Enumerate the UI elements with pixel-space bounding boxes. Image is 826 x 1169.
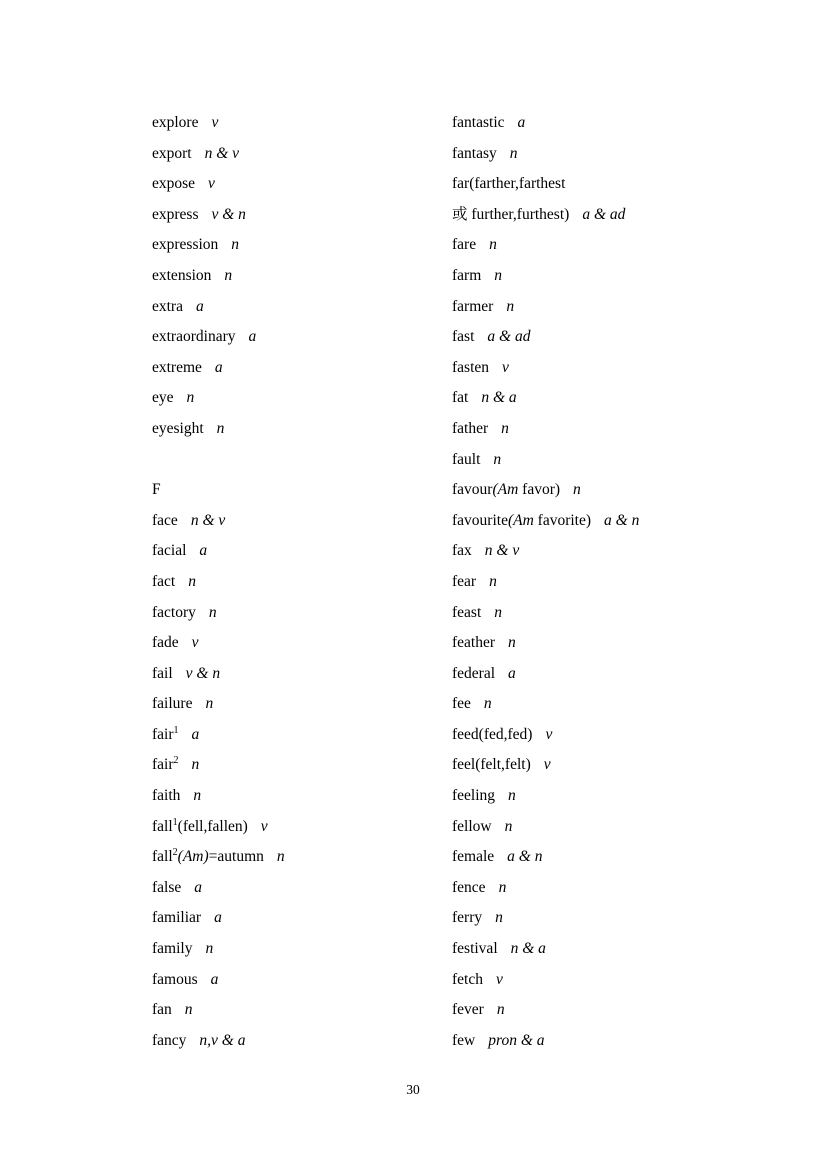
dictionary-entry xyxy=(452,842,692,873)
entry-word: favourite xyxy=(452,511,508,529)
dictionary-entry xyxy=(452,322,692,353)
entry-word: familiar xyxy=(152,909,202,927)
dictionary-entry xyxy=(152,139,452,170)
dictionary-entry xyxy=(452,659,692,690)
dictionary-entry xyxy=(452,475,692,506)
entry-word: eye xyxy=(152,389,174,407)
entry-word: extreme xyxy=(152,358,202,376)
dictionary-entry xyxy=(152,934,452,965)
dictionary-entry xyxy=(452,1026,692,1057)
entry-word: far(farther,farthest xyxy=(452,175,566,193)
entry-suffix: (fell,fallen) xyxy=(177,817,248,835)
entry-word: export xyxy=(152,144,192,162)
entry-word: expression xyxy=(152,236,219,254)
entry-word: factory xyxy=(152,603,196,621)
entry-word: fall xyxy=(152,848,173,866)
dictionary-entry xyxy=(452,445,692,476)
entry-part-of-speech: a & n xyxy=(604,511,640,529)
entry-word: feed(fed,fed) xyxy=(452,725,533,743)
dictionary-entry xyxy=(152,842,452,873)
entry-part-of-speech: a & ad xyxy=(487,328,531,346)
entry-part-of-speech: a xyxy=(214,909,222,927)
dictionary-entry xyxy=(152,414,452,445)
entry-part-of-speech: n xyxy=(496,1001,505,1019)
entry-superscript: 2 xyxy=(173,755,179,767)
dictionary-entry xyxy=(452,781,692,812)
dictionary-entry xyxy=(152,873,452,904)
entry-part-of-speech: v & n xyxy=(185,664,221,682)
entry-word: female xyxy=(452,848,495,866)
entry-word: express xyxy=(152,205,199,223)
dictionary-entry xyxy=(452,812,692,843)
entry-variant-marker: (Am xyxy=(492,481,519,499)
dictionary-entry xyxy=(452,139,692,170)
dictionary-entry xyxy=(452,567,692,598)
entry-part-of-speech: v xyxy=(545,725,553,743)
entry-part-of-speech: a xyxy=(210,970,219,988)
dictionary-entry xyxy=(152,506,452,537)
dictionary-entry xyxy=(152,567,452,598)
entry-word: farmer xyxy=(452,297,494,315)
entry-word: fact xyxy=(152,572,176,590)
entry-variant-marker: (Am) xyxy=(177,848,209,866)
entry-word: favour xyxy=(452,481,493,499)
dictionary-entry xyxy=(152,965,452,996)
entry-suffix: favor) xyxy=(518,481,561,499)
entry-superscript: 1 xyxy=(172,816,178,828)
entry-part-of-speech: n & a xyxy=(510,940,546,958)
letter-heading: F xyxy=(152,481,161,499)
entry-part-of-speech: v xyxy=(502,358,509,376)
dictionary-entry xyxy=(152,322,452,353)
entry-part-of-speech: n,v & a xyxy=(199,1031,246,1049)
entry-word: fare xyxy=(452,236,477,254)
entry-part-of-speech: v xyxy=(260,817,268,835)
dictionary-entry xyxy=(152,1026,452,1057)
entry-part-of-speech: n xyxy=(495,909,503,927)
dictionary-entry xyxy=(152,169,452,200)
entry-word: fall xyxy=(152,817,173,835)
entry-word: festival xyxy=(452,940,498,958)
dictionary-entry xyxy=(152,292,452,323)
dictionary-entry xyxy=(152,261,452,292)
entry-part-of-speech: n xyxy=(186,389,195,407)
entry-word: extra xyxy=(152,297,183,315)
dictionary-entry xyxy=(152,781,452,812)
entry-part-of-speech: a & ad xyxy=(582,205,626,223)
dictionary-entry xyxy=(152,383,452,414)
entry-part-of-speech: a xyxy=(191,725,200,743)
entry-word: eyesight xyxy=(152,419,204,437)
dictionary-entry xyxy=(452,995,692,1026)
entry-word: feather xyxy=(452,634,496,652)
entry-part-of-speech: v xyxy=(208,175,215,193)
entry-part-of-speech: n xyxy=(493,450,502,468)
entry-word: false xyxy=(152,878,182,896)
entry-part-of-speech: n & v xyxy=(484,542,520,560)
entry-part-of-speech: n xyxy=(208,603,217,621)
entry-part-of-speech: n xyxy=(193,787,202,805)
word-list-columns xyxy=(152,108,692,1056)
dictionary-entry xyxy=(452,873,692,904)
dictionary-entry xyxy=(152,536,452,567)
entry-word: family xyxy=(152,940,193,958)
entry-word: expose xyxy=(152,175,196,193)
entry-part-of-speech: v xyxy=(211,114,219,131)
entry-part-of-speech: n xyxy=(498,878,507,896)
dictionary-entry xyxy=(152,108,452,139)
entry-word: fever xyxy=(452,1001,484,1019)
entry-part-of-speech: n xyxy=(508,787,516,805)
entry-word: failure xyxy=(152,695,193,713)
dictionary-entry xyxy=(452,965,692,996)
entry-superscript: 1 xyxy=(173,724,179,736)
entry-part-of-speech: a xyxy=(248,328,257,346)
dictionary-entry xyxy=(452,108,692,139)
dictionary-entry xyxy=(452,598,692,629)
entry-word: fair xyxy=(152,725,174,743)
entry-word: fasten xyxy=(452,358,490,376)
entry-part-of-speech: n xyxy=(276,848,285,866)
entry-superscript: 2 xyxy=(172,847,178,859)
dictionary-entry xyxy=(452,200,692,231)
dictionary-entry xyxy=(152,750,452,781)
entry-part-of-speech: n xyxy=(191,756,200,774)
entry-part-of-speech: n & a xyxy=(481,389,517,407)
entry-part-of-speech: n xyxy=(224,266,233,284)
entry-part-of-speech: n xyxy=(504,817,513,835)
entry-word: fan xyxy=(152,1001,172,1019)
entry-part-of-speech: n xyxy=(573,481,581,499)
dictionary-entry xyxy=(452,934,692,965)
entry-word: facial xyxy=(152,542,187,560)
entry-part-of-speech: a & n xyxy=(507,848,543,866)
dictionary-entry xyxy=(452,230,692,261)
entry-part-of-speech: a xyxy=(194,878,203,896)
entry-part-of-speech: n xyxy=(184,1001,193,1019)
dictionary-entry xyxy=(152,903,452,934)
entry-word: face xyxy=(152,511,178,529)
entry-word: fat xyxy=(452,389,469,407)
entry-word: famous xyxy=(152,970,198,988)
entry-word: ferry xyxy=(452,909,483,927)
entry-word: feast xyxy=(452,603,482,621)
entry-part-of-speech: n xyxy=(494,266,503,284)
entry-variant-marker: (Am xyxy=(507,511,534,529)
dictionary-entry xyxy=(452,628,692,659)
entry-word: fence xyxy=(452,878,486,896)
entry-word: extraordinary xyxy=(152,328,236,346)
entry-word: father xyxy=(452,419,489,437)
word-list-left-column xyxy=(152,108,452,1056)
entry-word: fear xyxy=(452,572,477,590)
entry-part-of-speech: n & v xyxy=(190,511,226,529)
spacer xyxy=(152,445,452,476)
dictionary-entry xyxy=(452,750,692,781)
entry-part-of-speech: v xyxy=(543,756,551,774)
entry-part-of-speech: a xyxy=(517,114,526,131)
entry-word: extension xyxy=(152,266,212,284)
entry-word: faith xyxy=(152,787,181,805)
entry-part-of-speech: v xyxy=(495,970,503,988)
dictionary-entry xyxy=(452,720,692,751)
dictionary-entry xyxy=(152,598,452,629)
entry-part-of-speech: n xyxy=(205,695,214,713)
dictionary-entry xyxy=(152,995,452,1026)
entry-part-of-speech: n xyxy=(216,419,225,437)
dictionary-entry xyxy=(452,383,692,414)
entry-word: fetch xyxy=(452,970,483,988)
dictionary-entry xyxy=(152,659,452,690)
entry-part-of-speech: a xyxy=(199,542,208,560)
entry-part-of-speech: v & n xyxy=(211,205,246,223)
entry-part-of-speech: n xyxy=(494,603,503,621)
dictionary-entry xyxy=(152,353,452,384)
entry-part-of-speech: n xyxy=(483,695,492,713)
entry-part-of-speech: n xyxy=(188,572,196,590)
dictionary-entry xyxy=(452,903,692,934)
entry-part-of-speech: n xyxy=(509,144,518,162)
entry-word: fantastic xyxy=(452,114,505,131)
entry-word: fail xyxy=(152,664,173,682)
page-number: 30 xyxy=(406,1082,420,1097)
entry-part-of-speech: pron & a xyxy=(488,1031,545,1049)
entry-part-of-speech: n xyxy=(506,297,515,315)
entry-word: fax xyxy=(452,542,472,560)
dictionary-entry xyxy=(152,628,452,659)
entry-word: few xyxy=(452,1031,476,1049)
entry-part-of-speech: n & v xyxy=(204,144,240,162)
entry-word: feel(felt,felt) xyxy=(452,756,531,774)
dictionary-entry xyxy=(452,506,692,537)
entry-part-of-speech: v xyxy=(191,634,199,652)
entry-word: fellow xyxy=(452,817,492,835)
dictionary-entry xyxy=(452,353,692,384)
entry-suffix: =autumn xyxy=(208,848,264,866)
entry-part-of-speech: a xyxy=(214,358,223,376)
entry-word: federal xyxy=(452,664,496,682)
dictionary-entry xyxy=(452,261,692,292)
dictionary-entry xyxy=(452,536,692,567)
dictionary-entry xyxy=(152,689,452,720)
entry-word: fancy xyxy=(152,1031,187,1049)
dictionary-entry xyxy=(452,414,692,445)
entry-part-of-speech: n xyxy=(489,236,497,254)
dictionary-entry xyxy=(452,292,692,323)
dictionary-entry xyxy=(452,169,692,200)
entry-word: fade xyxy=(152,634,179,652)
word-list-right-column xyxy=(452,108,692,1056)
dictionary-entry xyxy=(152,720,452,751)
entry-suffix: favorite) xyxy=(533,511,592,529)
dictionary-entry xyxy=(152,230,452,261)
entry-word: explore xyxy=(152,114,199,131)
entry-part-of-speech: n xyxy=(508,634,516,652)
entry-word: farm xyxy=(452,266,482,284)
entry-part-of-speech: a xyxy=(195,297,204,315)
dictionary-entry xyxy=(152,812,452,843)
dictionary-entry xyxy=(452,689,692,720)
entry-word: fair xyxy=(152,756,174,774)
dictionary-entry xyxy=(152,200,452,231)
entry-word: fee xyxy=(452,695,471,713)
entry-part-of-speech: n xyxy=(205,940,214,958)
entry-word: fault xyxy=(452,450,481,468)
entry-word: fast xyxy=(452,328,475,346)
entry-part-of-speech: a xyxy=(508,664,516,682)
entry-word: fantasy xyxy=(452,144,497,162)
entry-word: 或 further,furthest) xyxy=(452,205,570,223)
entry-word: feeling xyxy=(452,787,496,805)
entry-part-of-speech: n xyxy=(501,419,509,437)
entry-part-of-speech: n xyxy=(231,236,240,254)
entry-part-of-speech: n xyxy=(489,572,497,590)
